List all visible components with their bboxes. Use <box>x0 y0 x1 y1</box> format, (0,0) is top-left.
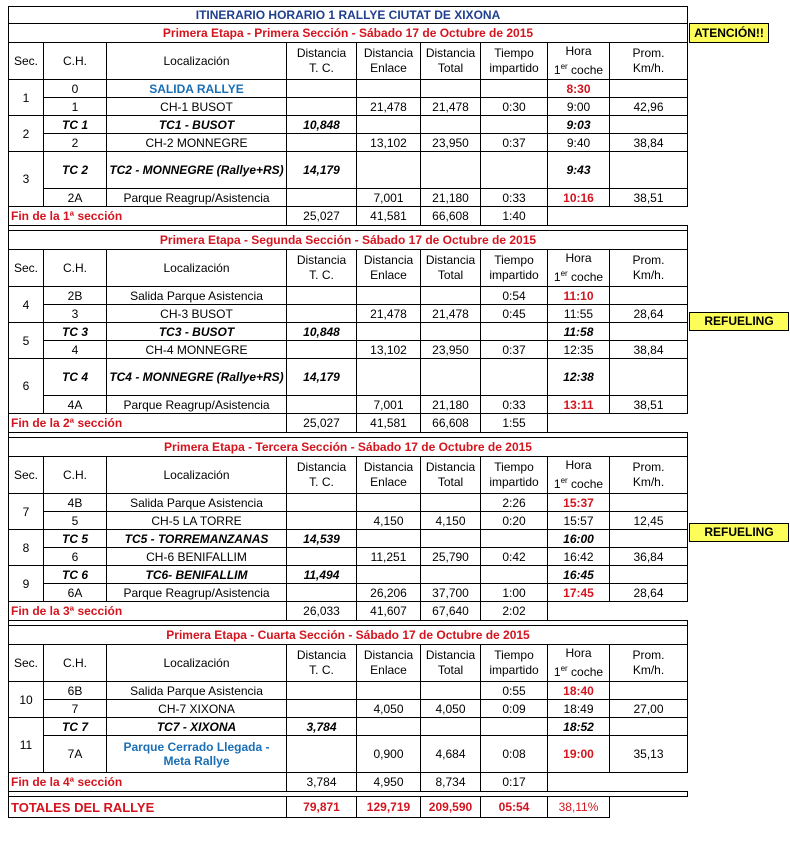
tiempo-cell <box>481 718 548 736</box>
section-1-header <box>9 24 688 43</box>
enlace-cell: 4,050 <box>357 700 421 718</box>
tiempo-cell <box>481 116 548 134</box>
section-2-header <box>9 231 688 250</box>
fin-tiempo: 2:02 <box>481 602 548 621</box>
prom-cell <box>610 718 688 736</box>
tc-cell: 11,494 <box>287 566 357 584</box>
prom-cell: 42,96 <box>610 98 688 116</box>
tc-cell: 3,784 <box>287 718 357 736</box>
tc-cell <box>287 80 357 98</box>
ch-cell: 4 <box>44 341 107 359</box>
hora-cell: 9:40 <box>548 134 610 152</box>
sec-cell: 5 <box>9 323 44 359</box>
total-cell: 4,050 <box>421 700 481 718</box>
header-sec: Sec. <box>9 457 44 494</box>
header-prom: Prom. Km/h. <box>610 645 688 682</box>
header-ch: C.H. <box>44 43 107 80</box>
header-dist-total: Distancia Total <box>421 250 481 287</box>
header-dist-enlace: Distancia Enlace <box>357 250 421 287</box>
loc-cell: CH-7 XIXONA <box>107 700 287 718</box>
tiempo-cell: 0:30 <box>481 98 548 116</box>
fin-tiempo: 1:55 <box>481 414 548 433</box>
totals-tc: 79,871 <box>287 797 357 818</box>
hora-cell: 17:45 <box>548 584 610 602</box>
section-summary-row <box>9 602 688 621</box>
tiempo-cell <box>481 152 548 189</box>
section-title: Primera Etapa - Primera Sección - Sábado 17 de Octubre de 2015 <box>9 24 688 43</box>
hora-cell: 11:10 <box>548 287 610 305</box>
header-tiempo: Tiempo impartido <box>481 645 548 682</box>
header-dist-tc: Distancia T. C. <box>287 457 357 494</box>
total-cell: 21,478 <box>421 305 481 323</box>
enlace-cell: 21,478 <box>357 98 421 116</box>
fin-total: 66,608 <box>421 414 481 433</box>
header-prom: Prom. Km/h. <box>610 457 688 494</box>
tiempo-cell: 0:42 <box>481 548 548 566</box>
table-row <box>9 700 688 718</box>
totals-label: TOTALES DEL RALLYE <box>9 797 287 818</box>
enlace-cell: 11,251 <box>357 548 421 566</box>
hora-cell: 16:45 <box>548 566 610 584</box>
ch-cell: 4A <box>44 396 107 414</box>
section-summary-row <box>9 207 688 226</box>
hora-cell: 18:52 <box>548 718 610 736</box>
itinerary-table <box>8 6 688 818</box>
fin-total: 66,608 <box>421 207 481 226</box>
hora-cell: 18:40 <box>548 682 610 700</box>
loc-cell: CH-1 BUSOT <box>107 98 287 116</box>
fin-total: 8,734 <box>421 773 481 792</box>
prom-cell <box>610 682 688 700</box>
section-summary-row <box>9 414 688 433</box>
tiempo-cell: 0:20 <box>481 512 548 530</box>
loc-cell: TC4 - MONNEGRE (Rallye+RS) <box>107 359 287 396</box>
table-row <box>9 584 688 602</box>
totals-row <box>9 797 688 818</box>
prom-cell: 38,51 <box>610 189 688 207</box>
section-summary-row <box>9 773 688 792</box>
ch-cell: 2 <box>44 134 107 152</box>
ch-cell: 0 <box>44 80 107 98</box>
total-cell: 37,700 <box>421 584 481 602</box>
table-row <box>9 134 688 152</box>
tiempo-cell: 0:33 <box>481 189 548 207</box>
tiempo-cell: 0:54 <box>481 287 548 305</box>
enlace-cell: 13,102 <box>357 341 421 359</box>
loc-cell: Parque Cerrado Llegada - Meta Rallye <box>107 736 287 773</box>
hora-cell: 11:58 <box>548 323 610 341</box>
header-tiempo: Tiempo impartido <box>481 457 548 494</box>
section-title: Primera Etapa - Tercera Sección - Sábado 17 de Octubre de 2015 <box>9 438 688 457</box>
total-cell: 4,150 <box>421 512 481 530</box>
prom-cell <box>610 494 688 512</box>
enlace-cell: 7,001 <box>357 396 421 414</box>
ch-cell: 1 <box>44 98 107 116</box>
tc-cell <box>287 134 357 152</box>
tc-cell: 10,848 <box>287 323 357 341</box>
total-cell <box>421 116 481 134</box>
header-loc: Localización <box>107 645 287 682</box>
header-dist-enlace: Distancia Enlace <box>357 43 421 80</box>
total-cell: 21,180 <box>421 396 481 414</box>
tc-cell <box>287 341 357 359</box>
total-cell <box>421 682 481 700</box>
section-4-header <box>9 626 688 645</box>
refueling-badge: REFUELING <box>689 523 789 542</box>
table-row <box>9 494 688 512</box>
fin-enlace: 4,950 <box>357 773 421 792</box>
prom-cell: 28,64 <box>610 584 688 602</box>
tiempo-cell: 2:26 <box>481 494 548 512</box>
tc-cell <box>287 287 357 305</box>
enlace-cell: 7,001 <box>357 189 421 207</box>
enlace-cell: 0,900 <box>357 736 421 773</box>
tiempo-cell: 0:55 <box>481 682 548 700</box>
table-row <box>9 287 688 305</box>
empty-cell <box>548 207 688 226</box>
fin-tiempo: 0:17 <box>481 773 548 792</box>
enlace-cell <box>357 682 421 700</box>
attention-badge: ATENCIÓN!! <box>689 23 769 43</box>
header-hora: Hora 1er coche <box>548 457 610 494</box>
prom-cell <box>610 287 688 305</box>
title-row <box>9 7 688 24</box>
loc-cell: SALIDA RALLYE <box>107 80 287 98</box>
loc-cell: TC3 - BUSOT <box>107 323 287 341</box>
ch-cell: TC 2 <box>44 152 107 189</box>
hora-cell: 8:30 <box>548 80 610 98</box>
tiempo-cell <box>481 323 548 341</box>
loc-cell: CH-5 LA TORRE <box>107 512 287 530</box>
prom-cell: 38,84 <box>610 134 688 152</box>
prom-cell: 36,84 <box>610 548 688 566</box>
ch-cell: 2B <box>44 287 107 305</box>
ch-cell: TC 5 <box>44 530 107 548</box>
header-loc: Localización <box>107 43 287 80</box>
prom-cell <box>610 359 688 396</box>
total-cell <box>421 494 481 512</box>
hora-cell: 9:43 <box>548 152 610 189</box>
ch-cell: TC 3 <box>44 323 107 341</box>
tc-cell <box>287 736 357 773</box>
table-row <box>9 152 688 189</box>
table-row <box>9 548 688 566</box>
total-cell: 23,950 <box>421 341 481 359</box>
fin-enlace: 41,581 <box>357 414 421 433</box>
prom-cell: 38,51 <box>610 396 688 414</box>
sec-cell: 8 <box>9 530 44 566</box>
fin-enlace: 41,581 <box>357 207 421 226</box>
header-sec: Sec. <box>9 43 44 80</box>
ch-cell: 4B <box>44 494 107 512</box>
fin-tc: 3,784 <box>287 773 357 792</box>
table-row <box>9 323 688 341</box>
enlace-cell: 13,102 <box>357 134 421 152</box>
enlace-cell: 4,150 <box>357 512 421 530</box>
ch-cell: 2A <box>44 189 107 207</box>
tc-cell <box>287 512 357 530</box>
sec-cell: 11 <box>9 718 44 773</box>
loc-cell: TC7 - XIXONA <box>107 718 287 736</box>
total-cell: 4,684 <box>421 736 481 773</box>
loc-cell: Parque Reagrup/Asistencia <box>107 189 287 207</box>
empty-cell <box>548 773 688 792</box>
tc-cell <box>287 98 357 116</box>
prom-cell: 12,45 <box>610 512 688 530</box>
tc-cell <box>287 700 357 718</box>
total-cell <box>421 359 481 396</box>
header-dist-tc: Distancia T. C. <box>287 645 357 682</box>
fin-label: Fin de la 4ª sección <box>9 773 287 792</box>
fin-tc: 25,027 <box>287 414 357 433</box>
tc-cell: 14,539 <box>287 530 357 548</box>
tc-cell <box>287 682 357 700</box>
hora-cell: 12:38 <box>548 359 610 396</box>
fin-tc: 26,033 <box>287 602 357 621</box>
empty-cell <box>610 797 688 818</box>
tc-cell: 14,179 <box>287 359 357 396</box>
tc-cell: 14,179 <box>287 152 357 189</box>
table-row <box>9 341 688 359</box>
sec-cell: 2 <box>9 116 44 152</box>
table-row <box>9 566 688 584</box>
table-row <box>9 305 688 323</box>
hora-cell: 15:57 <box>548 512 610 530</box>
loc-cell: Salida Parque Asistencia <box>107 682 287 700</box>
tiempo-cell: 0:09 <box>481 700 548 718</box>
fin-label: Fin de la 2ª sección <box>9 414 287 433</box>
fin-label: Fin de la 1ª sección <box>9 207 287 226</box>
column-header-row <box>9 43 688 80</box>
header-sec: Sec. <box>9 645 44 682</box>
total-cell: 23,950 <box>421 134 481 152</box>
sec-cell: 4 <box>9 287 44 323</box>
enlace-cell <box>357 116 421 134</box>
ch-cell: 3 <box>44 305 107 323</box>
section-3-header <box>9 438 688 457</box>
prom-cell: 27,00 <box>610 700 688 718</box>
section-title: Primera Etapa - Cuarta Sección - Sábado 17 de Octubre de 2015 <box>9 626 688 645</box>
total-cell <box>421 80 481 98</box>
enlace-cell <box>357 359 421 396</box>
sec-cell: 6 <box>9 359 44 414</box>
enlace-cell <box>357 80 421 98</box>
enlace-cell: 26,206 <box>357 584 421 602</box>
hora-cell: 12:35 <box>548 341 610 359</box>
table-row <box>9 80 688 98</box>
loc-cell: Parque Reagrup/Asistencia <box>107 396 287 414</box>
ch-cell: 6B <box>44 682 107 700</box>
hora-cell: 16:00 <box>548 530 610 548</box>
header-dist-total: Distancia Total <box>421 43 481 80</box>
refueling-badge: REFUELING <box>689 312 789 331</box>
table-row <box>9 359 688 396</box>
ch-cell: TC 6 <box>44 566 107 584</box>
total-cell: 25,790 <box>421 548 481 566</box>
total-cell <box>421 566 481 584</box>
loc-cell: TC6- BENIFALLIM <box>107 566 287 584</box>
prom-cell <box>610 323 688 341</box>
header-tiempo: Tiempo impartido <box>481 250 548 287</box>
enlace-cell <box>357 494 421 512</box>
prom-cell <box>610 80 688 98</box>
fin-enlace: 41,607 <box>357 602 421 621</box>
prom-cell: 38,84 <box>610 341 688 359</box>
sec-cell: 1 <box>9 80 44 116</box>
header-dist-tc: Distancia T. C. <box>287 250 357 287</box>
loc-cell: CH-4 MONNEGRE <box>107 341 287 359</box>
ch-cell: TC 4 <box>44 359 107 396</box>
ch-cell: 6A <box>44 584 107 602</box>
loc-cell: Salida Parque Asistencia <box>107 494 287 512</box>
empty-cell <box>548 602 688 621</box>
total-cell <box>421 718 481 736</box>
header-tiempo: Tiempo impartido <box>481 43 548 80</box>
header-prom: Prom. Km/h. <box>610 43 688 80</box>
column-header-row <box>9 457 688 494</box>
table-row <box>9 189 688 207</box>
total-cell: 21,478 <box>421 98 481 116</box>
hora-cell: 18:49 <box>548 700 610 718</box>
hora-cell: 9:00 <box>548 98 610 116</box>
ch-cell: TC 1 <box>44 116 107 134</box>
enlace-cell <box>357 287 421 305</box>
tiempo-cell <box>481 530 548 548</box>
loc-cell: CH-3 BUSOT <box>107 305 287 323</box>
loc-cell: CH-2 MONNEGRE <box>107 134 287 152</box>
header-dist-enlace: Distancia Enlace <box>357 457 421 494</box>
tc-cell <box>287 494 357 512</box>
header-prom: Prom. Km/h. <box>610 250 688 287</box>
fin-tc: 25,027 <box>287 207 357 226</box>
table-row <box>9 396 688 414</box>
prom-cell <box>610 566 688 584</box>
fin-total: 67,640 <box>421 602 481 621</box>
loc-cell: Salida Parque Asistencia <box>107 287 287 305</box>
hora-cell: 11:55 <box>548 305 610 323</box>
enlace-cell <box>357 152 421 189</box>
totals-tiempo: 05:54 <box>481 797 548 818</box>
tc-cell <box>287 584 357 602</box>
prom-cell: 28,64 <box>610 305 688 323</box>
header-ch: C.H. <box>44 250 107 287</box>
table-row <box>9 530 688 548</box>
tiempo-cell <box>481 80 548 98</box>
table-row <box>9 736 688 773</box>
totals-percent: 38,11% <box>548 797 610 818</box>
enlace-cell <box>357 323 421 341</box>
table-row <box>9 682 688 700</box>
total-cell: 21,180 <box>421 189 481 207</box>
total-cell <box>421 323 481 341</box>
hora-cell: 9:03 <box>548 116 610 134</box>
hora-cell: 16:42 <box>548 548 610 566</box>
hora-cell: 13:11 <box>548 396 610 414</box>
sec-cell: 9 <box>9 566 44 602</box>
tiempo-cell <box>481 359 548 396</box>
tc-cell <box>287 548 357 566</box>
prom-cell <box>610 116 688 134</box>
header-hora: Hora 1er coche <box>548 645 610 682</box>
hora-cell: 15:37 <box>548 494 610 512</box>
ch-cell: 6 <box>44 548 107 566</box>
tiempo-cell <box>481 566 548 584</box>
ch-cell: 7 <box>44 700 107 718</box>
header-hora: Hora 1er coche <box>548 250 610 287</box>
tiempo-cell: 0:08 <box>481 736 548 773</box>
loc-cell: CH-6 BENIFALLIM <box>107 548 287 566</box>
enlace-cell <box>357 566 421 584</box>
prom-cell <box>610 530 688 548</box>
enlace-cell <box>357 530 421 548</box>
prom-cell: 35,13 <box>610 736 688 773</box>
tiempo-cell: 0:37 <box>481 341 548 359</box>
tc-cell <box>287 305 357 323</box>
loc-cell: TC1 - BUSOT <box>107 116 287 134</box>
prom-cell <box>610 152 688 189</box>
tiempo-cell: 0:37 <box>481 134 548 152</box>
tc-cell <box>287 396 357 414</box>
header-ch: C.H. <box>44 645 107 682</box>
loc-cell: TC5 - TORREMANZANAS <box>107 530 287 548</box>
ch-cell: TC 7 <box>44 718 107 736</box>
totals-enlace: 129,719 <box>357 797 421 818</box>
header-ch: C.H. <box>44 457 107 494</box>
totals-total: 209,590 <box>421 797 481 818</box>
total-cell <box>421 530 481 548</box>
tc-cell: 10,848 <box>287 116 357 134</box>
tiempo-cell: 0:33 <box>481 396 548 414</box>
header-hora: Hora 1er coche <box>548 43 610 80</box>
sec-cell: 10 <box>9 682 44 718</box>
loc-cell: TC2 - MONNEGRE (Rallye+RS) <box>107 152 287 189</box>
ch-cell: 5 <box>44 512 107 530</box>
fin-tiempo: 1:40 <box>481 207 548 226</box>
table-row <box>9 98 688 116</box>
enlace-cell: 21,478 <box>357 305 421 323</box>
loc-cell: Parque Reagrup/Asistencia <box>107 584 287 602</box>
hora-cell: 19:00 <box>548 736 610 773</box>
header-dist-total: Distancia Total <box>421 457 481 494</box>
header-loc: Localización <box>107 250 287 287</box>
header-dist-tc: Distancia T. C. <box>287 43 357 80</box>
header-dist-total: Distancia Total <box>421 645 481 682</box>
sec-cell: 3 <box>9 152 44 207</box>
table-row <box>9 116 688 134</box>
column-header-row <box>9 250 688 287</box>
tc-cell <box>287 189 357 207</box>
total-cell <box>421 152 481 189</box>
table-row <box>9 512 688 530</box>
ch-cell: 7A <box>44 736 107 773</box>
sec-cell: 7 <box>9 494 44 530</box>
section-title: Primera Etapa - Segunda Sección - Sábado 17 de Octubre de 2015 <box>9 231 688 250</box>
hora-cell: 10:16 <box>548 189 610 207</box>
document-title: ITINERARIO HORARIO 1 RALLYE CIUTAT DE XIXONA <box>9 7 688 24</box>
table-row <box>9 718 688 736</box>
enlace-cell <box>357 718 421 736</box>
fin-label: Fin de la 3ª sección <box>9 602 287 621</box>
tiempo-cell: 0:45 <box>481 305 548 323</box>
tiempo-cell: 1:00 <box>481 584 548 602</box>
header-sec: Sec. <box>9 250 44 287</box>
total-cell <box>421 287 481 305</box>
header-loc: Localización <box>107 457 287 494</box>
empty-cell <box>548 414 688 433</box>
header-dist-enlace: Distancia Enlace <box>357 645 421 682</box>
column-header-row <box>9 645 688 682</box>
